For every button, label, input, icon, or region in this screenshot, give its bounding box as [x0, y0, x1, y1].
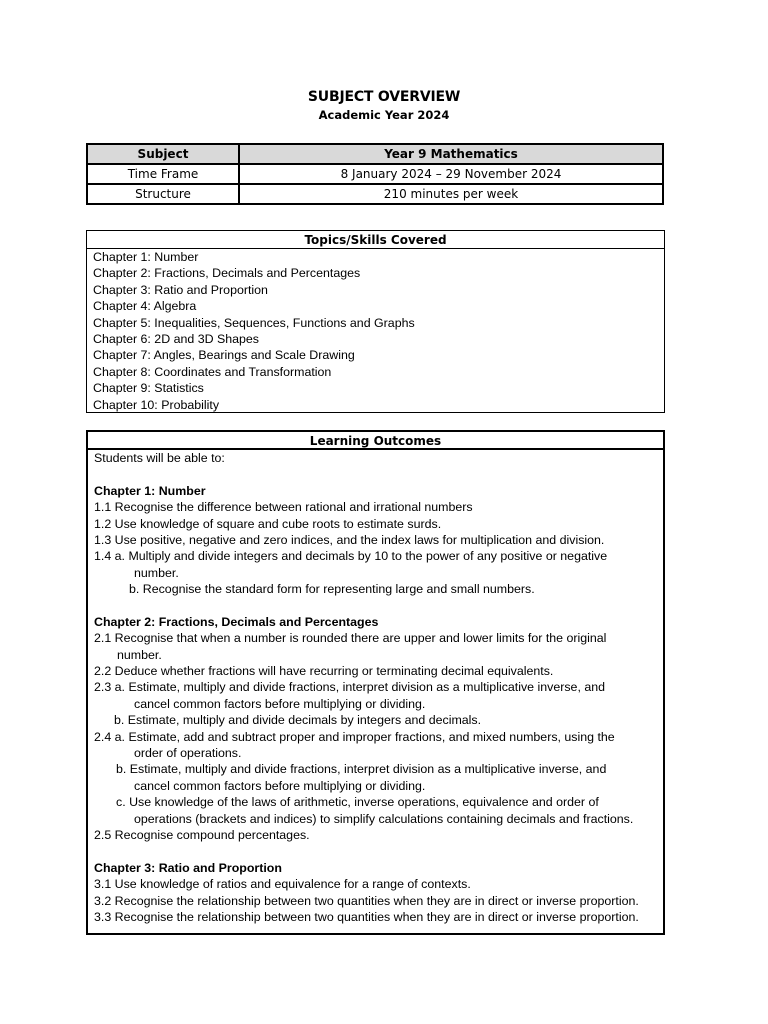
- time-frame-value: 8 January 2024 – 29 November 2024: [239, 164, 663, 184]
- outcome-line: 3.2 Recognise the relationship between two quantities when they are in direct or inverse proportion.: [94, 893, 639, 908]
- overview-table: [86, 143, 664, 205]
- list-item: Chapter 10: Probability: [93, 397, 220, 412]
- structure-value: 210 minutes per week: [239, 184, 663, 204]
- document-subtitle: Academic Year 2024: [318, 108, 450, 122]
- chapter-1-heading: Chapter 1: Number: [94, 483, 206, 498]
- outcomes-heading: Learning Outcomes: [88, 432, 663, 450]
- outcome-line: 2.5 Recognise compound percentages.: [94, 827, 310, 842]
- outcome-line: 3.3 Recognise the relationship between two quantities when they are in direct or inverse proportion.: [94, 909, 639, 924]
- list-item: Chapter 1: Number: [93, 250, 199, 264]
- list-item: Chapter 4: Algebra: [93, 299, 197, 314]
- outcome-line: number.: [134, 565, 179, 580]
- chapter-3-heading: Chapter 3: Ratio and Proportion: [94, 860, 282, 875]
- outcome-line: b. Estimate, multiply and divide fractions, interpret division as a multiplicative inverse, and: [116, 762, 607, 777]
- outcome-line: 1.2 Use knowledge of square and cube roots to estimate surds.: [94, 516, 442, 531]
- outcome-line: operations (brackets and indices) to simplify calculations containing decimals and fractions.: [134, 811, 634, 826]
- document-title: SUBJECT OVERVIEW: [307, 89, 461, 105]
- outcome-line: cancel common factors before multiplying or dividing.: [134, 696, 426, 711]
- outcome-line: b. Estimate, multiply and divide decimals by integers and decimals.: [114, 713, 482, 728]
- outcome-line: b. Recognise the standard form for representing large and small numbers.: [129, 582, 535, 597]
- outcome-line: 3.1 Use knowledge of ratios and equivalence for a range of contexts.: [94, 877, 471, 892]
- table-row: [87, 184, 663, 204]
- outcome-line: 1.4 a. Multiply and divide integers and decimals by 10 to the power of any positive or negative: [94, 549, 608, 564]
- time-frame-label: Time Frame: [87, 164, 239, 184]
- list-item: Chapter 7: Angles, Bearings and Scale Drawing: [93, 348, 355, 363]
- outcome-line: 2.3 a. Estimate, multiply and divide fractions, interpret division as a multiplicative inverse, and: [94, 680, 606, 695]
- outcome-line: 2.4 a. Estimate, add and subtract proper and improper fractions, and mixed numbers, using the: [94, 729, 615, 744]
- list-item: Chapter 5: Inequalities, Sequences, Functions and Graphs: [93, 315, 415, 330]
- table-row: [87, 164, 663, 184]
- topics-list: [87, 249, 664, 413]
- list-item: Chapter 6: 2D and 3D Shapes: [93, 331, 260, 346]
- structure-label: Structure: [87, 184, 239, 204]
- outcome-line: 2.1 Recognise that when a number is rounded there are upper and lower limits for the original: [94, 631, 607, 646]
- list-item: Chapter 3: Ratio and Proportion: [93, 282, 268, 297]
- outcomes-content: [88, 450, 663, 925]
- outcome-line: 1.3 Use positive, negative and zero indices, and the index laws for multiplication and division.: [94, 532, 605, 547]
- overview-header-row: [87, 144, 663, 164]
- outcome-line: c. Use knowledge of the laws of arithmetic, inverse operations, equivalence and order of: [116, 795, 599, 810]
- learning-outcomes-box: [86, 430, 665, 935]
- topics-box: [86, 230, 665, 413]
- outcome-line: order of operations.: [134, 746, 242, 761]
- outcomes-intro: Students will be able to:: [94, 451, 225, 465]
- overview-header-value: Year 9 Mathematics: [239, 144, 663, 164]
- outcome-line: 1.1 Recognise the difference between rational and irrational numbers: [94, 500, 473, 515]
- outcome-line: 2.2 Deduce whether fractions will have recurring or terminating decimal equivalents.: [94, 664, 554, 679]
- topics-heading: Topics/Skills Covered: [87, 231, 664, 249]
- list-item: Chapter 9: Statistics: [93, 381, 204, 396]
- list-item: Chapter 8: Coordinates and Transformation: [93, 364, 332, 379]
- outcome-line: cancel common factors before multiplying or dividing.: [134, 778, 426, 793]
- chapter-2-heading: Chapter 2: Fractions, Decimals and Percentages: [94, 614, 379, 629]
- outcome-line: number.: [117, 647, 162, 662]
- overview-header-label: Subject: [87, 144, 239, 164]
- list-item: Chapter 2: Fractions, Decimals and Percentages: [93, 266, 361, 281]
